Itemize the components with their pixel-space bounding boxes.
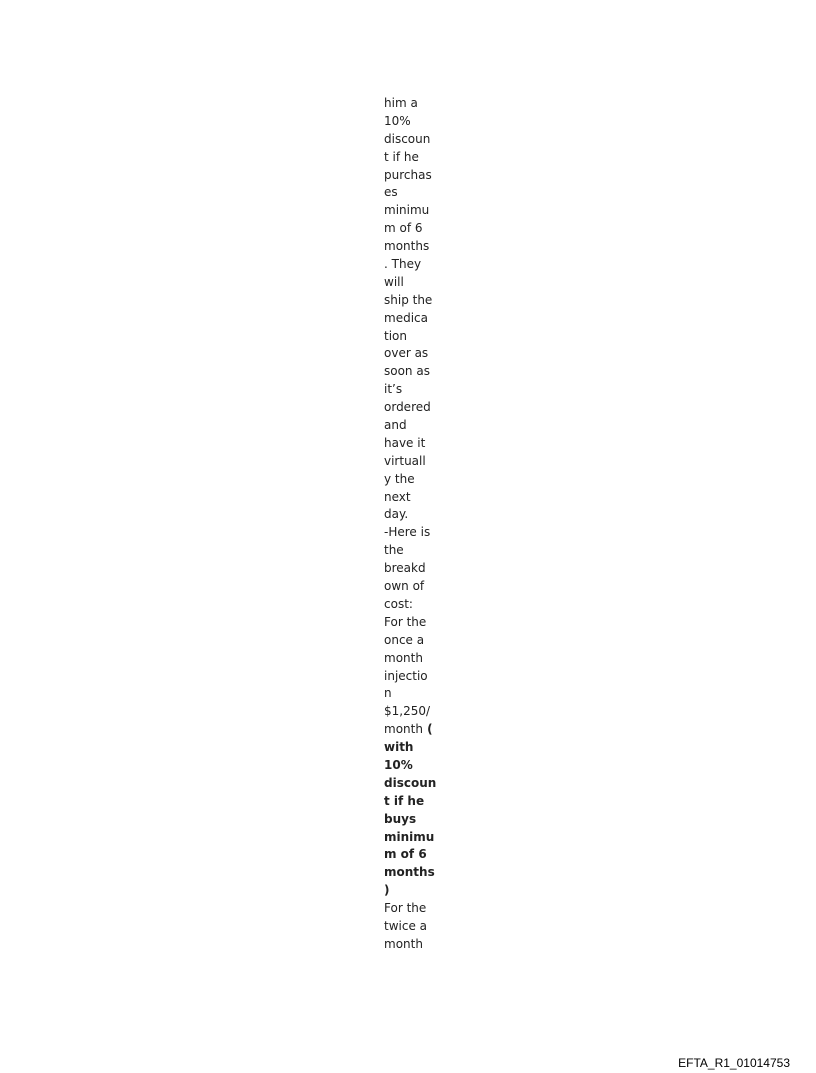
text-line (384, 471, 440, 489)
text-line-content: day. (384, 507, 409, 522)
text-line (384, 202, 440, 220)
text-line (384, 739, 440, 757)
text-line (384, 829, 440, 847)
text-line (384, 560, 440, 578)
text-line-content: will (384, 274, 404, 289)
text-line (384, 721, 440, 739)
text-column (384, 95, 440, 954)
text-line (384, 757, 440, 775)
text-line (384, 578, 440, 596)
text-line (384, 524, 440, 542)
text-line (384, 310, 440, 328)
text-line-content: twice a (384, 918, 428, 933)
text-line (384, 846, 440, 864)
text-line-content: minimu (384, 829, 435, 844)
text-line-content: n (384, 686, 392, 701)
text-line-content: t if he (384, 149, 419, 164)
text-line (384, 149, 440, 167)
text-line (384, 381, 440, 399)
text-line (384, 650, 440, 668)
text-line-content: month (384, 650, 423, 665)
text-line (384, 113, 440, 131)
text-line-content: 10% (384, 113, 411, 128)
text-line-content: months (384, 239, 430, 254)
text-line-content: month (384, 936, 423, 951)
text-line-content: and (384, 418, 407, 433)
text-line (384, 184, 440, 202)
text-line-content: month (384, 722, 423, 737)
text-line-content: . They (384, 257, 422, 272)
text-line (384, 328, 440, 346)
text-line-content: 10% (384, 757, 413, 772)
text-line-content: have it (384, 435, 426, 450)
text-line-content: with (384, 740, 414, 755)
text-line-content: buys (384, 811, 417, 826)
text-line-content: over as (384, 346, 429, 361)
text-line (384, 489, 440, 507)
text-line-content: tion (384, 328, 407, 343)
text-line-content: ordered (384, 400, 431, 415)
text-line (384, 363, 440, 381)
text-line (384, 614, 440, 632)
text-line-suffix: ( (422, 722, 433, 737)
text-line (384, 506, 440, 524)
text-line-content: next (384, 489, 411, 504)
text-line-content: medica (384, 310, 428, 325)
text-line (384, 167, 440, 185)
text-line-content: injectio (384, 668, 428, 683)
text-line (384, 936, 440, 954)
text-line-content: -Here is (384, 525, 431, 540)
text-line (384, 864, 440, 882)
text-line-content: t if he (384, 793, 425, 808)
text-line (384, 292, 440, 310)
text-line-content: $1,250/ (384, 704, 431, 719)
text-line (384, 95, 440, 113)
text-line-content: it’s (384, 382, 403, 397)
text-line-content: him a (384, 96, 418, 110)
text-line-content: discoun (384, 775, 437, 790)
text-line-content: purchas (384, 167, 432, 182)
text-line (384, 131, 440, 149)
text-line-content: minimu (384, 203, 430, 218)
text-line-content: cost: (384, 596, 413, 611)
text-line (384, 882, 440, 900)
text-line-content: discoun (384, 131, 431, 146)
text-line (384, 703, 440, 721)
text-line-content: y the (384, 471, 415, 486)
text-line-content: es (384, 185, 398, 200)
text-line (384, 685, 440, 703)
text-line (384, 238, 440, 256)
text-line-content: months (384, 865, 435, 880)
text-line (384, 918, 440, 936)
text-line (384, 345, 440, 363)
text-line-content: m of 6 (384, 847, 427, 862)
text-line (384, 811, 440, 829)
text-line (384, 274, 440, 292)
text-line-content: once a (384, 632, 425, 647)
text-line-content: breakd (384, 561, 426, 576)
document-id-stamp: EFTA_R1_01014753 (678, 1056, 790, 1070)
text-line (384, 668, 440, 686)
text-line (384, 453, 440, 471)
text-line (384, 793, 440, 811)
text-line (384, 632, 440, 650)
text-line-content: ship the (384, 292, 433, 307)
text-line (384, 256, 440, 274)
text-line (384, 220, 440, 238)
text-line (384, 417, 440, 435)
text-line (384, 542, 440, 560)
text-line (384, 399, 440, 417)
text-line (384, 900, 440, 918)
text-line-content: own of (384, 579, 425, 594)
text-line-content: For the (384, 614, 427, 629)
text-line-content: soon as (384, 364, 430, 379)
text-line (384, 775, 440, 793)
text-line-content: ) (384, 883, 390, 898)
text-line (384, 596, 440, 614)
text-line-content: virtuall (384, 453, 426, 468)
text-line (384, 435, 440, 453)
text-line-content: the (384, 543, 404, 558)
text-line-content: m of 6 (384, 221, 423, 236)
text-line-content: For the (384, 901, 427, 916)
